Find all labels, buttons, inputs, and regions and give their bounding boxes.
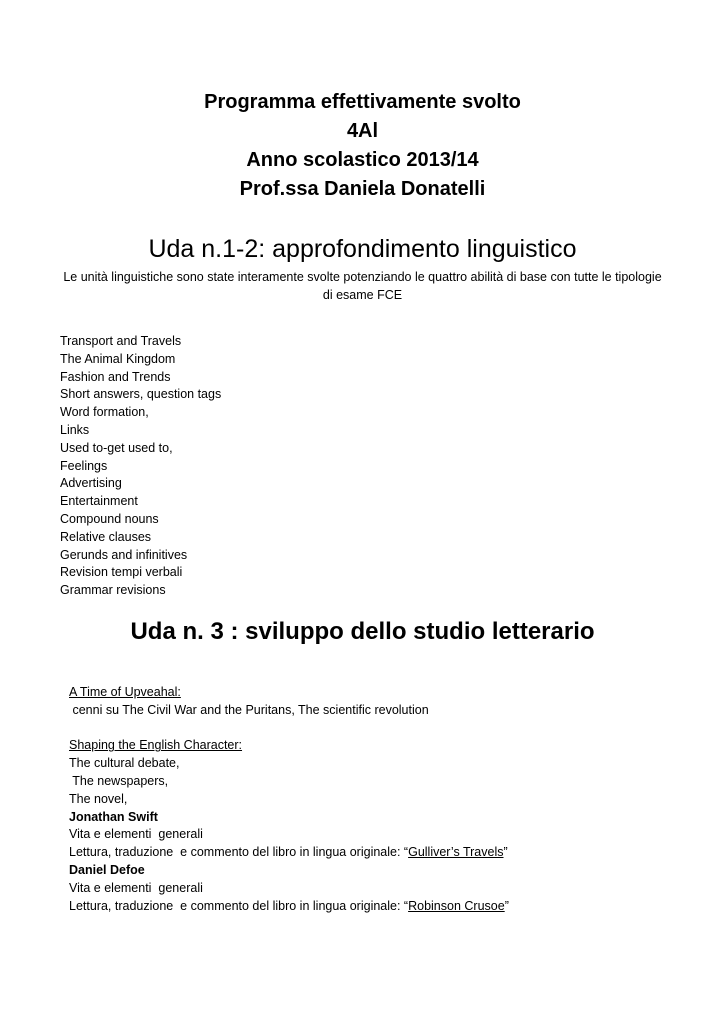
author-life: Vita e elementi generali [69, 827, 203, 842]
reading-suffix: ” [503, 845, 508, 860]
topic-item: Feelings [60, 458, 108, 473]
topic-list [60, 333, 221, 600]
document-header [0, 88, 725, 204]
uda3-title: Uda n. 3 : sviluppo dello studio letterario [130, 618, 595, 645]
section-heading-english-character: Shaping the English Character: [69, 738, 243, 753]
reading-suffix: ” [504, 898, 509, 913]
uda1-intro: Le unità linguistiche sono state interamente svolte potenziando le quattro abilità di base con tutte le tipologie di esame FCE [63, 270, 662, 302]
topic-item: Entertainment [60, 494, 138, 509]
topic-item: Revision tempi verbali [60, 565, 183, 580]
topic-item: Advertising [60, 476, 122, 491]
topic-item: Links [60, 422, 90, 437]
section-item: The newspapers, [69, 773, 169, 788]
topic-item: Grammar revisions [60, 583, 166, 598]
topic-item: Fashion and Trends [60, 369, 171, 384]
uda1-title: Uda n.1-2: approfondimento linguistico [148, 235, 577, 263]
reading-prefix: Lettura, traduzione e commento del libro in lingua originale: “ [69, 845, 409, 860]
literature-section [69, 684, 509, 915]
school-year: Anno scolastico 2013/14 [246, 149, 479, 171]
section-heading-upheaval: A Time of Upveahal: [69, 685, 181, 699]
section-text-upheaval: cenni su The Civil War and the Puritans, The scientific revolution [69, 702, 429, 717]
book-title: Robinson Crusoe [408, 898, 505, 913]
class-name: 4Al [346, 120, 379, 142]
topic-item: Short answers, question tags [60, 387, 222, 402]
topic-item: The Animal Kingdom [60, 351, 176, 366]
author-life: Vita e elementi generali [69, 880, 203, 895]
author-reading [69, 898, 509, 916]
topic-item: Relative clauses [60, 529, 152, 544]
reading-prefix: Lettura, traduzione e commento del libro in lingua originale: “ [69, 898, 409, 913]
author-name: Daniel Defoe [69, 862, 145, 877]
section-item: The novel, [69, 791, 128, 806]
topic-item: Gerunds and infinitives [60, 547, 188, 562]
book-title: Gulliver’s Travels [408, 845, 504, 860]
topic-item: Word formation, [60, 405, 149, 420]
topic-item: Used to-get used to, [60, 440, 173, 455]
section-item: The cultural debate, [69, 756, 180, 771]
author-name: Jonathan Swift [69, 809, 158, 824]
program-title: Programma effettivamente svolto [204, 91, 521, 113]
topic-item: Compound nouns [60, 511, 159, 526]
topic-item: Transport and Travels [60, 334, 182, 348]
author-reading [69, 844, 509, 862]
spacer [69, 720, 509, 738]
teacher-name: Prof.ssa Daniela Donatelli [239, 178, 486, 200]
